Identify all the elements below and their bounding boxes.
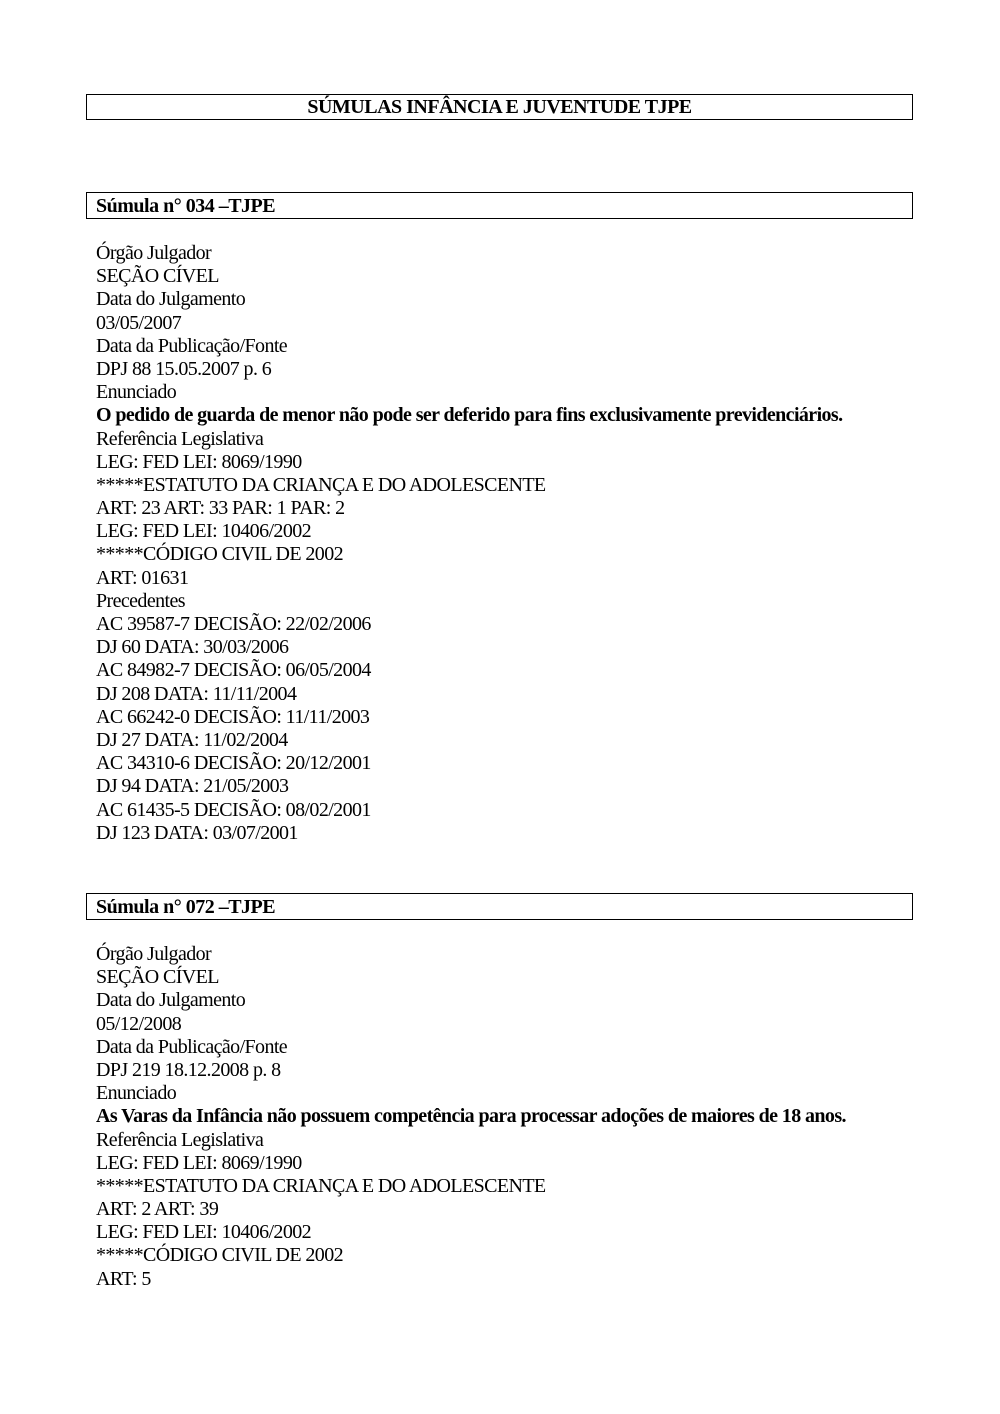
- document-line: Enunciado: [96, 381, 177, 404]
- document-line: ART: 5: [96, 1267, 151, 1290]
- document-line: AC 39587-7 DECISÃO: 22/02/2006: [96, 613, 371, 635]
- sumula-072-body: [96, 943, 908, 1291]
- document-line: DJ 60 DATA: 30/03/2006: [96, 636, 289, 659]
- document-line: LEG: FED LEI: 10406/2002: [96, 1221, 312, 1244]
- sumula-072-header: Súmula n° 072 –TJPE: [86, 893, 913, 920]
- document-line: Enunciado: [96, 1082, 177, 1105]
- document-line: DJ 208 DATA: 11/11/2004: [96, 682, 297, 705]
- document-line: AC 61435-5 DECISÃO: 08/02/2001: [96, 798, 371, 821]
- document-line: ART: 01631: [96, 566, 189, 589]
- document-line: AC 34310-6 DECISÃO: 20/12/2001: [96, 752, 371, 775]
- document-line: AC 66242-0 DECISÃO: 11/11/2003: [96, 705, 370, 728]
- document-line: DPJ 219 18.12.2008 p. 8: [96, 1058, 281, 1081]
- document-line: DJ 27 DATA: 11/02/2004: [96, 728, 288, 751]
- document-line: ART: 23 ART: 33 PAR: 1 PAR: 2: [96, 497, 345, 520]
- document-line: SEÇÃO CÍVEL: [96, 265, 219, 288]
- document-line: Data do Julgamento: [96, 288, 246, 311]
- document-line: *****ESTATUTO DA CRIANÇA E DO ADOLESCENTE: [96, 473, 546, 496]
- document-line: ART: 2 ART: 39: [96, 1198, 219, 1221]
- document-line: *****CÓDIGO CIVIL DE 2002: [96, 543, 344, 566]
- document-line: Data da Publicação/Fonte: [96, 1035, 288, 1058]
- document-line: LEG: FED LEI: 8069/1990: [96, 1151, 302, 1174]
- document-line: 05/12/2008: [96, 1012, 182, 1035]
- document-line: DPJ 88 15.05.2007 p. 6: [96, 357, 272, 380]
- document-line: LEG: FED LEI: 10406/2002: [96, 520, 312, 543]
- document-title: SÚMULAS INFÂNCIA E JUVENTUDE TJPE: [86, 94, 913, 120]
- document-line: AC 84982-7 DECISÃO: 06/05/2004: [96, 659, 371, 682]
- document-line: DJ 94 DATA: 21/05/2003: [96, 775, 289, 798]
- document-line: LEG: FED LEI: 8069/1990: [96, 450, 302, 473]
- document-line: Precedentes: [96, 589, 185, 612]
- sumula-034-body: [96, 242, 908, 845]
- sumula-034-header: Súmula n° 034 –TJPE: [86, 192, 913, 219]
- document-line: Órgão Julgador: [96, 943, 212, 965]
- document-line: 03/05/2007: [96, 311, 182, 334]
- document-line: Órgão Julgador: [96, 242, 212, 264]
- document-line: *****CÓDIGO CIVIL DE 2002: [96, 1244, 344, 1267]
- document-line: *****ESTATUTO DA CRIANÇA E DO ADOLESCENTE: [96, 1174, 546, 1197]
- document-line: Referência Legislativa: [96, 427, 264, 450]
- document-line: Data do Julgamento: [96, 989, 246, 1012]
- enunciado-text: O pedido de guarda de menor não pode ser deferido para fins exclusivamente previdenciários.: [96, 404, 843, 427]
- document-line: Referência Legislativa: [96, 1128, 264, 1151]
- enunciado-text: As Varas da Infância não possuem competência para processar adoções de maiores de 18 anos.: [96, 1105, 846, 1128]
- document-line: Data da Publicação/Fonte: [96, 334, 288, 357]
- document-line: DJ 123 DATA: 03/07/2001: [96, 821, 298, 844]
- document-line: SEÇÃO CÍVEL: [96, 966, 219, 989]
